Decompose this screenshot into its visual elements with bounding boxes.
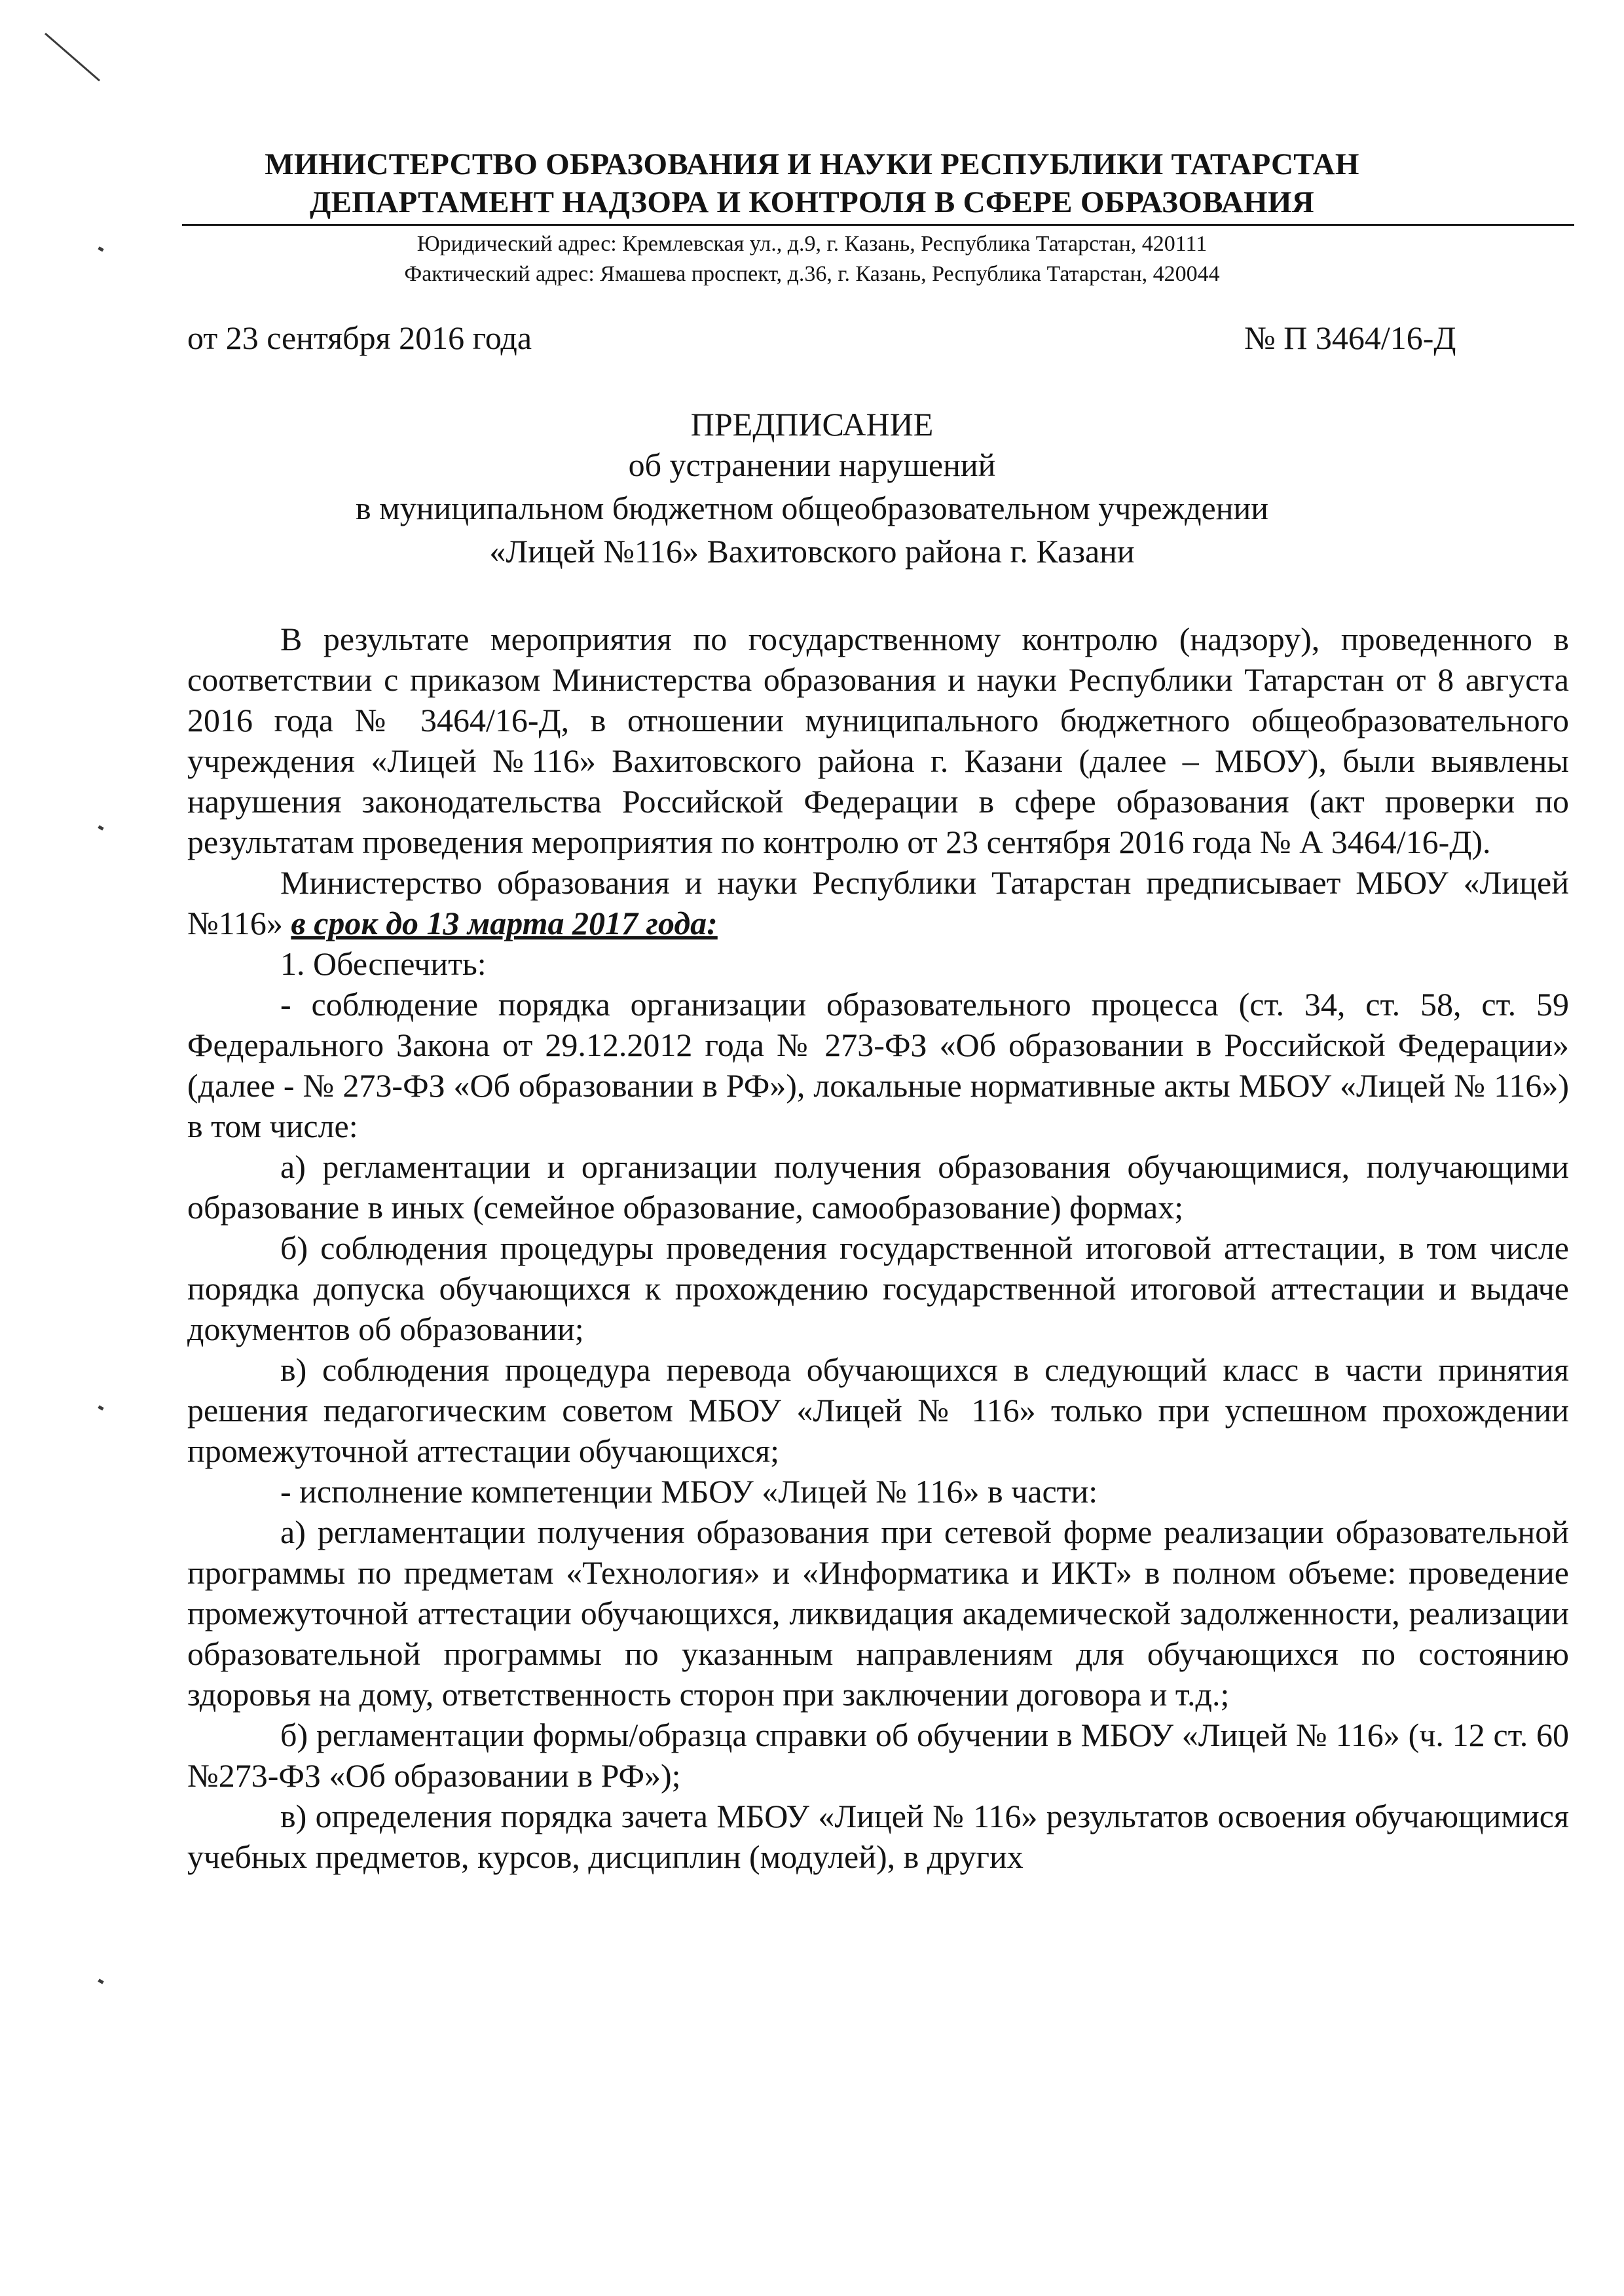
compliance-paragraph: - соблюдение порядка организации образовательного процесса (ст. 34, ст. 58, ст. 59 Федерального Закона от 29.12.2012 года № 273-ФЗ «Об образовании в Российской Федерации» (далее - № 273-ФЗ «Об образовании в РФ»), локальные нормативные акты МБОУ «Лицей № 116») в том числе:: [187, 986, 1569, 1144]
compliance-item-c: в) соблюдения процедура перевода обучающихся в следующий класс в части принятия решения педагогическим советом МБОУ «Лицей № 116» только при успешном прохождении промежуточной аттестации обучающихся;: [187, 1351, 1569, 1469]
title-line-1: об устранении нарушений: [628, 446, 996, 483]
competence-item-c: в) определения порядка зачета МБОУ «Лицей № 116» результатов освоения обучающимися учебных предметов, курсов, дисциплин (модулей), в других: [187, 1798, 1569, 1875]
compliance-item-b: б) соблюдения процедуры проведения государственной итоговой аттестации, в том числе порядка допуска обучающихся к прохождению государственной итоговой аттестации и выдаче документов об образовании;: [187, 1230, 1569, 1347]
document-body: [187, 619, 1569, 1877]
title-line-3: «Лицей №116» Вахитовского района г. Казани: [489, 533, 1135, 570]
actual-address: Фактический адрес: Ямашева проспект, д.36, г. Казань, Республика Татарстан, 420044: [404, 262, 1220, 286]
intro-paragraph: В результате мероприятия по государственному контролю (надзору), проведенного в соответствии с приказом Министерства образования и науки Республики Татарстан от 8 августа 2016 года № 3464/16-Д, в отношении муниципального бюджетного общеобразовательного учреждения «Лицей №116» Вахитовского района г. Казани (далее – МБОУ), были выявлены нарушения законодательства Российской Федерации в сфере образования (акт проверки по результатам проведения мероприятия по контролю от 23 сентября 2016 года № А 3464/16-Д).: [187, 621, 1569, 860]
scan-corner-mark: [45, 33, 100, 81]
scan-margin-mark: [98, 825, 103, 830]
competence-paragraph: - исполнение компетенции МБОУ «Лицей № 116» в части:: [280, 1473, 1098, 1510]
title-line-2: в муниципальном бюджетном общеобразовательном учреждении: [355, 490, 1269, 526]
order-text: Министерство образования и науки Республики Татарстан предписывает МБОУ «Лицей №116»: [187, 864, 1569, 941]
header-rule: [182, 224, 1574, 226]
legal-address: Юридический адрес: Кремлевская ул., д.9, г. Казань, Республика Татарстан, 420111: [416, 232, 1208, 256]
order-deadline: в срок до 13 марта 2017 года:: [291, 905, 718, 941]
competence-item-b: б) регламентации формы/образца справки об обучении в МБОУ «Лицей № 116» (ч. 12 ст. 60 №273-ФЗ «Об образовании в РФ»);: [187, 1717, 1569, 1794]
scan-margin-mark: [98, 1405, 103, 1410]
competence-item-a: а) регламентации получения образования при сетевой форме реализации образовательной программы по предметам «Технология» и «Информатика и ИКТ» в полном объеме: проведение промежуточной аттестации обучающихся, ликвидация академической задолженности, реализации образовательной программы по указанным направлениям для обучающихся по состоянию здоровья на дому, ответственность сторон при заключении договора и т.д.;: [187, 1514, 1569, 1713]
scan-margin-mark: [98, 1978, 103, 1984]
item-1-heading: 1. Обеспечить:: [280, 945, 487, 982]
compliance-item-a: а) регламентации и организации получения образования обучающимися, получающими образование в иных (семейное образование, самообразование) формах;: [187, 1148, 1569, 1226]
order-paragraph: [187, 862, 1569, 943]
ministry-name: МИНИСТЕРСТВО ОБРАЗОВАНИЯ И НАУКИ РЕСПУБЛИКИ ТАТАРСТАН: [265, 147, 1359, 181]
document-date: от 23 сентября 2016 года: [187, 319, 532, 356]
document-title: ПРЕДПИСАНИЕ: [690, 406, 934, 443]
document-number: № П 3464/16-Д: [1244, 319, 1456, 356]
department-name: ДЕПАРТАМЕНТ НАДЗОРА И КОНТРОЛЯ В СФЕРЕ ОБРАЗОВАНИЯ: [309, 185, 1314, 219]
